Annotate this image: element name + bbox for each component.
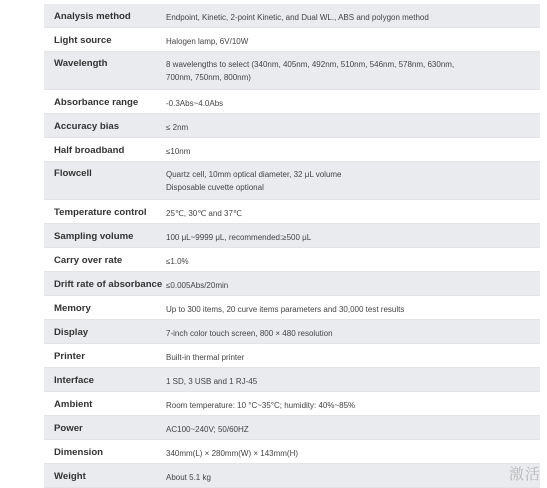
spec-value-line: Room temperature: 10 °C~35°C; humidity: 40%~85% xyxy=(166,401,356,410)
spec-value xyxy=(166,423,540,436)
spec-value xyxy=(166,399,540,412)
spec-row xyxy=(44,248,540,272)
spec-label: Flowcell xyxy=(54,168,92,179)
spec-row xyxy=(44,416,540,440)
spec-value xyxy=(166,255,540,268)
spec-value-line: 7-inch color touch screen, 800 × 480 resolution xyxy=(166,329,333,338)
spec-row xyxy=(44,272,540,296)
spec-value-line: Halogen lamp, 6V/10W xyxy=(166,37,249,46)
spec-row xyxy=(44,4,540,28)
spec-row xyxy=(44,52,540,90)
spec-label: Accuracy bias xyxy=(54,121,120,132)
spec-row xyxy=(44,440,540,464)
spec-label: Ambient xyxy=(54,399,93,410)
spec-row xyxy=(44,200,540,224)
spec-value-line: -0.3Abs~4.0Abs xyxy=(166,99,224,108)
spec-value xyxy=(166,375,540,388)
spec-value-line: Up to 300 items, 20 curve items parameters and 30,000 test results xyxy=(166,305,405,314)
spec-row xyxy=(44,114,540,138)
spec-value xyxy=(166,471,540,484)
spec-value-line: Disposable cuvette optional xyxy=(166,183,264,192)
spec-row xyxy=(44,162,540,200)
spec-label: Memory xyxy=(54,303,91,314)
spec-label: Display xyxy=(54,327,89,338)
spec-value-line: 8 wavelengths to select (340nm, 405nm, 492nm, 510nm, 546nm, 578nm, 630nm, xyxy=(166,60,455,69)
spec-label: Printer xyxy=(54,351,85,362)
spec-row xyxy=(44,320,540,344)
spec-value-line: About 5.1 kg xyxy=(166,473,211,482)
spec-label: Weight xyxy=(54,471,86,482)
spec-label: Absorbance range xyxy=(54,97,139,108)
spec-value-line: Endpoint, Kinetic, 2-point Kinetic, and Dual WL., ABS and polygon method xyxy=(166,13,429,22)
spec-value-line: 25℃, 30℃ and 37℃ xyxy=(166,209,242,218)
spec-label: Analysis method xyxy=(54,11,131,22)
spec-value xyxy=(166,231,540,244)
watermark-text: 激活 xyxy=(508,465,541,483)
spec-value-line: 100 μL~9999 μL, recommended:≥500 μL xyxy=(166,233,312,242)
spec-value xyxy=(166,303,540,316)
spec-label: Power xyxy=(54,423,83,434)
spec-value xyxy=(166,279,540,292)
spec-row xyxy=(44,368,540,392)
spec-value xyxy=(166,35,540,48)
spec-row xyxy=(44,28,540,52)
spec-row xyxy=(44,224,540,248)
spec-label: Temperature control xyxy=(54,207,147,218)
spec-value-line: ≤1.0% xyxy=(166,257,189,266)
spec-value xyxy=(166,58,540,84)
spec-value-line: 700nm, 750nm, 800nm) xyxy=(166,73,251,82)
spec-value xyxy=(166,11,540,24)
spec-value-line: Quartz cell, 10mm optical diameter, 32 μL volume xyxy=(166,170,342,179)
spec-value xyxy=(166,351,540,364)
spec-label: Drift rate of absorbance xyxy=(54,279,163,290)
spec-label: Interface xyxy=(54,375,94,386)
spec-value xyxy=(166,168,540,194)
spec-value-line: 340mm(L) × 280mm(W) × 143mm(H) xyxy=(166,449,299,458)
spec-value xyxy=(166,145,540,158)
spec-row xyxy=(44,344,540,368)
spec-row xyxy=(44,138,540,162)
spec-value xyxy=(166,447,540,460)
spec-label: Carry over rate xyxy=(54,255,123,266)
spec-label: Half broadband xyxy=(54,145,125,156)
spec-label: Sampling volume xyxy=(54,231,134,242)
spec-value-line: ≤ 2nm xyxy=(166,123,189,132)
spec-value xyxy=(166,97,540,110)
spec-value xyxy=(166,207,540,220)
spec-row xyxy=(44,90,540,114)
spec-row xyxy=(44,392,540,416)
spec-value-line: AC100~240V; 50/60HZ xyxy=(166,425,249,434)
spec-value xyxy=(166,327,540,340)
spec-label: Wavelength xyxy=(54,58,108,69)
spec-label: Light source xyxy=(54,35,112,46)
spec-value-line: 1 SD, 3 USB and 1 RJ-45 xyxy=(166,377,258,386)
spec-row xyxy=(44,464,540,488)
spec-value-line: ≤0.005Abs/20min xyxy=(166,281,229,290)
spec-row xyxy=(44,296,540,320)
spec-value-line: Built-in thermal printer xyxy=(166,353,245,362)
spec-table xyxy=(44,4,540,488)
spec-label: Dimension xyxy=(54,447,104,458)
spec-value-line: ≤10nm xyxy=(166,147,191,156)
spec-value xyxy=(166,121,540,134)
